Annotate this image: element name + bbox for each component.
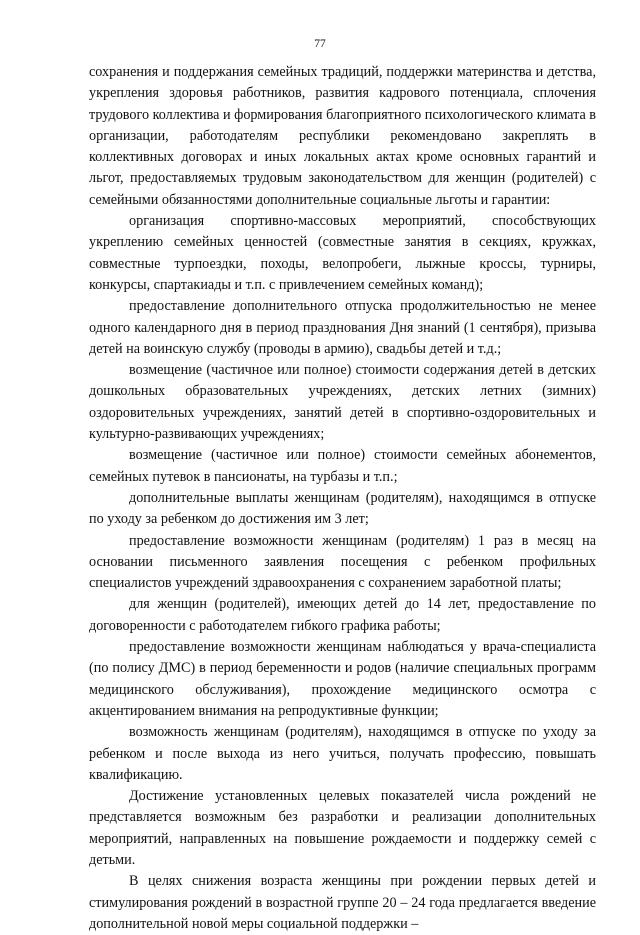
paragraph-birth-targets: Достижение установленных целевых показателей числа рождений не представляется возможным без разработки и реализации дополнительных мероприятий, направленных на повышение рождаемости и поддержку семей с детьми. xyxy=(89,788,596,868)
list-item-additional-leave: предоставление дополнительного отпуска продолжительностью не менее одного календарного дня в период празднования Дня знаний (1 сентября), призыва детей на воинскую службу (проводы в армию), свадьбы детей и т.д.; xyxy=(89,298,596,357)
body-text xyxy=(89,62,596,935)
list-item-medical-visits: предоставление возможности женщинам (родителям) 1 раз в месяц на основании письменного заявления посещения с ребенком профильных специалистов учреждений здравоохранения с сохранением заработной платы; xyxy=(89,532,596,592)
list-item-health-insurance: предоставление возможности женщинам наблюдаться у врача-специалиста (по полису ДМС) в период беременности и родов (наличие специальных программ медицинского обслуживания), прохождение медицинского осмотра с акцентированием внимания на репродуктивные функции; xyxy=(89,639,596,719)
paragraph-intro-continuation: сохранения и поддержания семейных традиций, поддержки материнства и детства, укрепления здоровья работников, развития кадрового потенциала, сплочения трудового коллектива и формирования благоприятного психологического климата в организации, работодателям республики рекомендовано закреплять в коллективных договорах и иных локальных актах кроме основных гарантий и льгот, предоставляемых трудовым законодательством для женщин (родителей) с семейными обязанностями дополнительные социальные льготы и гарантии: xyxy=(89,64,596,208)
list-item-flexible-schedule: для женщин (родителей), имеющих детей до 14 лет, предоставление по договоренности с работодателем гибкого графика работы; xyxy=(89,596,596,634)
list-item-sports-events: организация спортивно-массовых мероприятий, способствующих укреплению семейных ценностей (совместные занятия в секциях, кружках, совместные турпоездки, походы, велопробеги, лыжные кроссы, турниры, конкурсы, спартакиады и т.п. с привлечением семейных команд); xyxy=(89,213,596,293)
page-number: 77 xyxy=(314,38,326,50)
list-item-childcare-reimbursement: возмещение (частичное или полное) стоимости содержания детей в детских дошкольных образовательных учреждениях, детских летних (зимних) оздоровительных учреждениях, занятий детей в спортивно-оздоровительных и культурно-развивающих учреждениях; xyxy=(89,362,596,443)
paragraph-age-reduction: В целях снижения возраста женщины при рождении первых детей и стимулирования рождений в возрастной группе 20 – 24 года предлагается введение дополнительной новой меры социальной поддержки – xyxy=(89,873,596,932)
list-item-parental-leave-payments: дополнительные выплаты женщинам (родителям), находящимся в отпуске по уходу за ребенком до достижения им 3 лет; xyxy=(89,489,596,528)
list-item-education: возможность женщинам (родителям), находящимся в отпуске по уходу за ребенком и после выхода из него учиться, получать профессию, повышать квалификацию. xyxy=(89,724,596,783)
list-item-family-passes-reimbursement: возмещение (частичное или полное) стоимости семейных абонементов, семейных путевок в пансионаты, на турбазы и т.п.; xyxy=(89,447,596,485)
